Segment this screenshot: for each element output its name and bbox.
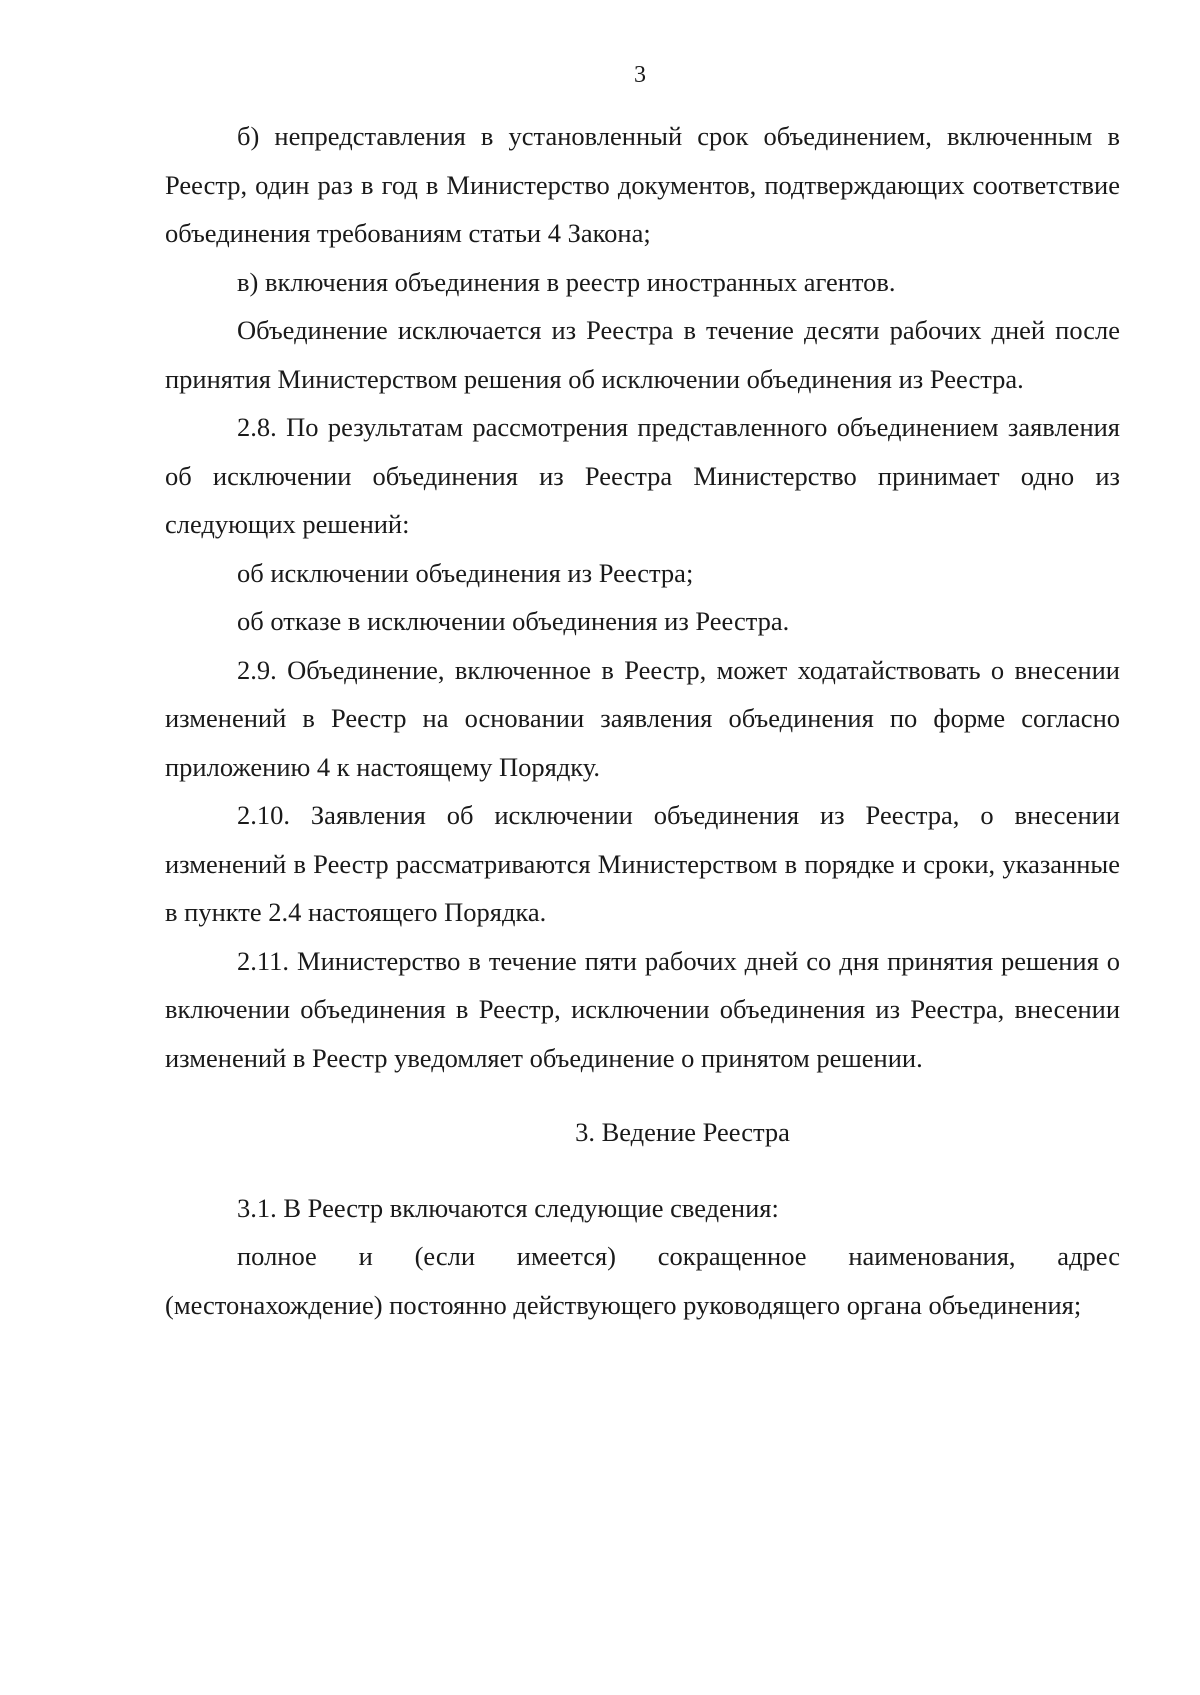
document-body [165,112,1120,1329]
paragraph-v: в) включения объединения в реестр иностранных агентов. [237,266,896,297]
paragraph-2-10: 2.10. Заявления об исключении объединения из Реестра, о внесении изменений в Реестр рассматриваются Министерством в порядке и сроки, указанные в пункте 2.4 настоящего Порядка. [165,800,1120,927]
paragraph-2-11: 2.11. Министерство в течение пяти рабочих дней со дня принятия решения о включении объединения в Реестр, исключении объединения из Реестра, внесении изменений в Реестр уведомляет объединение о принятом решении. [165,945,1120,1073]
section-title: 3. Ведение Реестра [575,1117,790,1147]
paragraph-exclusion-term: Объединение исключается из Реестра в течение десяти рабочих дней после принятия Министерством решения об исключении объединения из Реестра. [165,315,1120,394]
paragraph-decision-exclusion: об исключении объединения из Реестра; [237,557,694,588]
paragraph-registry-info: полное и (если имеется) сокращенное наименования, адрес (местонахождение) постоянно действующего руководящего органа объединения; [165,1241,1120,1320]
paragraph-b: б) непредставления в установленный срок объединением, включенным в Реестр, один раз в год в Министерство документов, подтверждающих соответствие объединения требованиям статьи 4 Закона; [165,121,1120,248]
paragraph-2-9: 2.9. Объединение, включенное в Реестр, может ходатайствовать о внесении изменений в Реестр на основании заявления объединения по форме согласно приложению 4 к настоящему Порядку. [165,654,1120,782]
paragraph-3-1: 3.1. В Реестр включаются следующие сведения: [237,1192,779,1223]
paragraph-decision-refusal: об отказе в исключении объединения из Реестра. [237,606,790,636]
paragraph-2-8: 2.8. По результатам рассмотрения представленного объединением заявления об исключении объединения из Реестра Министерство принимает одно из следующих решений: [165,412,1120,539]
page-number: 3 [634,62,646,88]
